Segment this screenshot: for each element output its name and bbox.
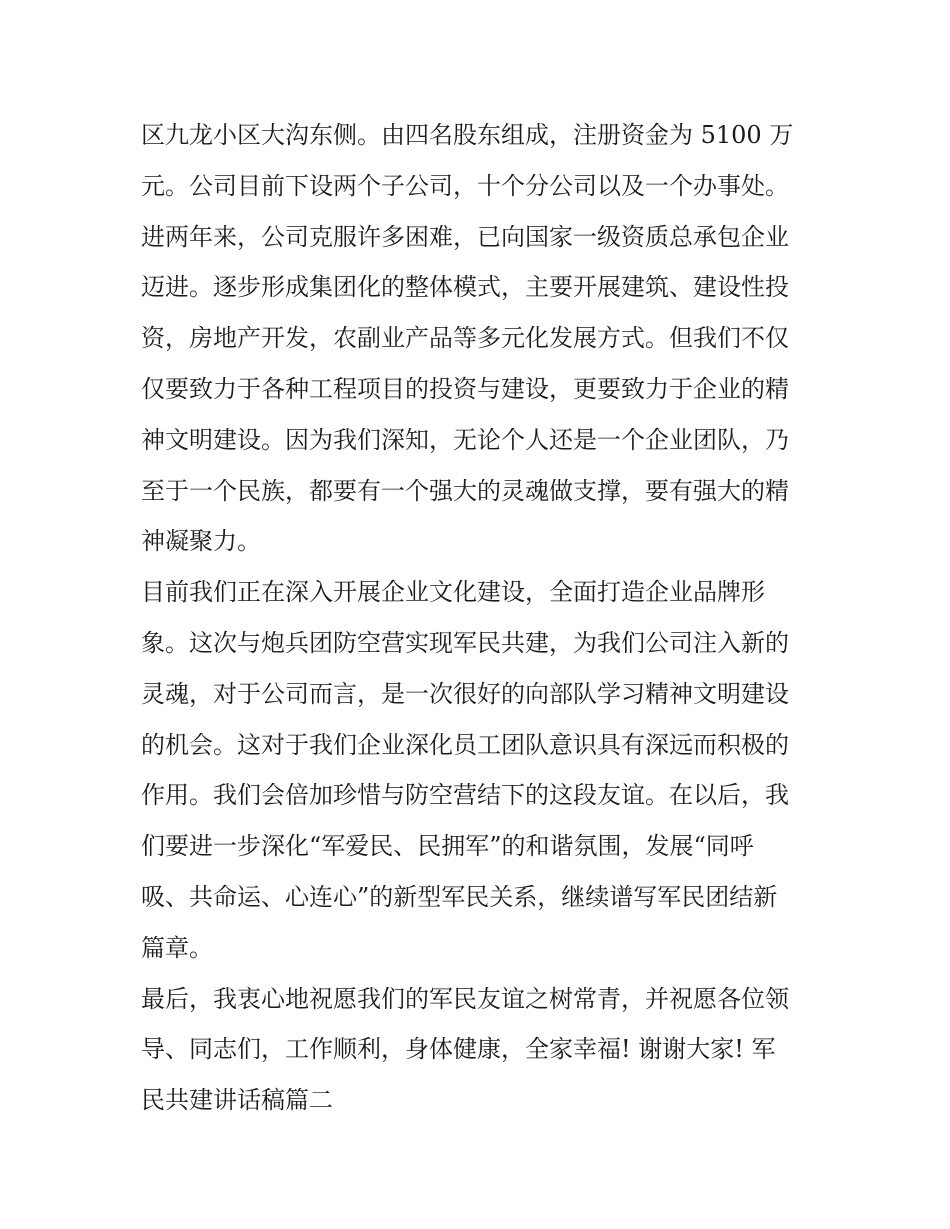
- text-line: 区九龙小区大沟东侧。由四名股东组成，注册资金为 5100 万: [141, 121, 794, 149]
- text-line: 神凝聚力。: [141, 527, 261, 556]
- text-line: 的机会。这对于我们企业深化员工团队意识具有深远而积极的: [141, 730, 789, 759]
- paragraph-culture-building: [141, 567, 821, 973]
- text-line: 们要进一步深化“军爱民、民拥军”的和谐氛围，发展“同呼: [141, 832, 754, 861]
- text-line: 象。这次与炮兵团防空营实现军民共建，为我们公司注入新的: [141, 628, 789, 657]
- text-line: 进两年来，公司克服许多困难，已向国家一级资质总承包企业: [141, 222, 789, 251]
- text-line: 灵魂，对于公司而言，是一次很好的向部队学习精神文明建设: [141, 679, 789, 708]
- body-text: [141, 110, 821, 1126]
- paragraph-closing: [141, 974, 821, 1126]
- text-line: 篇章。: [141, 933, 213, 962]
- text-line: 民共建讲话稿篇二: [141, 1086, 333, 1115]
- text-line: 迈进。逐步形成集团化的整体模式，主要开展建筑、建设性投: [141, 273, 789, 302]
- text-line: 目前我们正在深入开展企业文化建设，全面打造企业品牌形: [141, 578, 765, 607]
- text-line: 神文明建设。因为我们深知，无论个人还是一个企业团队，乃: [141, 425, 789, 454]
- text-line: 元。公司目前下设两个子公司，十个分公司以及一个办事处。: [141, 171, 789, 200]
- text-line: 作用。我们会倍加珍惜与防空营结下的这段友谊。在以后，我: [141, 781, 789, 810]
- text-line: 吸、共命运、心连心”的新型军民关系，继续谱写军民团结新: [141, 882, 778, 911]
- paragraph-company-intro: [141, 110, 821, 567]
- text-line: 仅要致力于各种工程项目的投资与建设，更要致力于企业的精: [141, 374, 789, 403]
- text-line: 至于一个民族，都要有一个强大的灵魂做支撑，要有强大的精: [141, 476, 789, 505]
- text-line: 导、同志们，工作顺利，身体健康，全家幸福! 谢谢大家! 军: [141, 1035, 776, 1064]
- text-line: 资，房地产开发，农副业产品等多元化发展方式。但我们不仅: [141, 324, 789, 353]
- text-line: 最后，我衷心地祝愿我们的军民友谊之树常青，并祝愿各位领: [141, 984, 789, 1013]
